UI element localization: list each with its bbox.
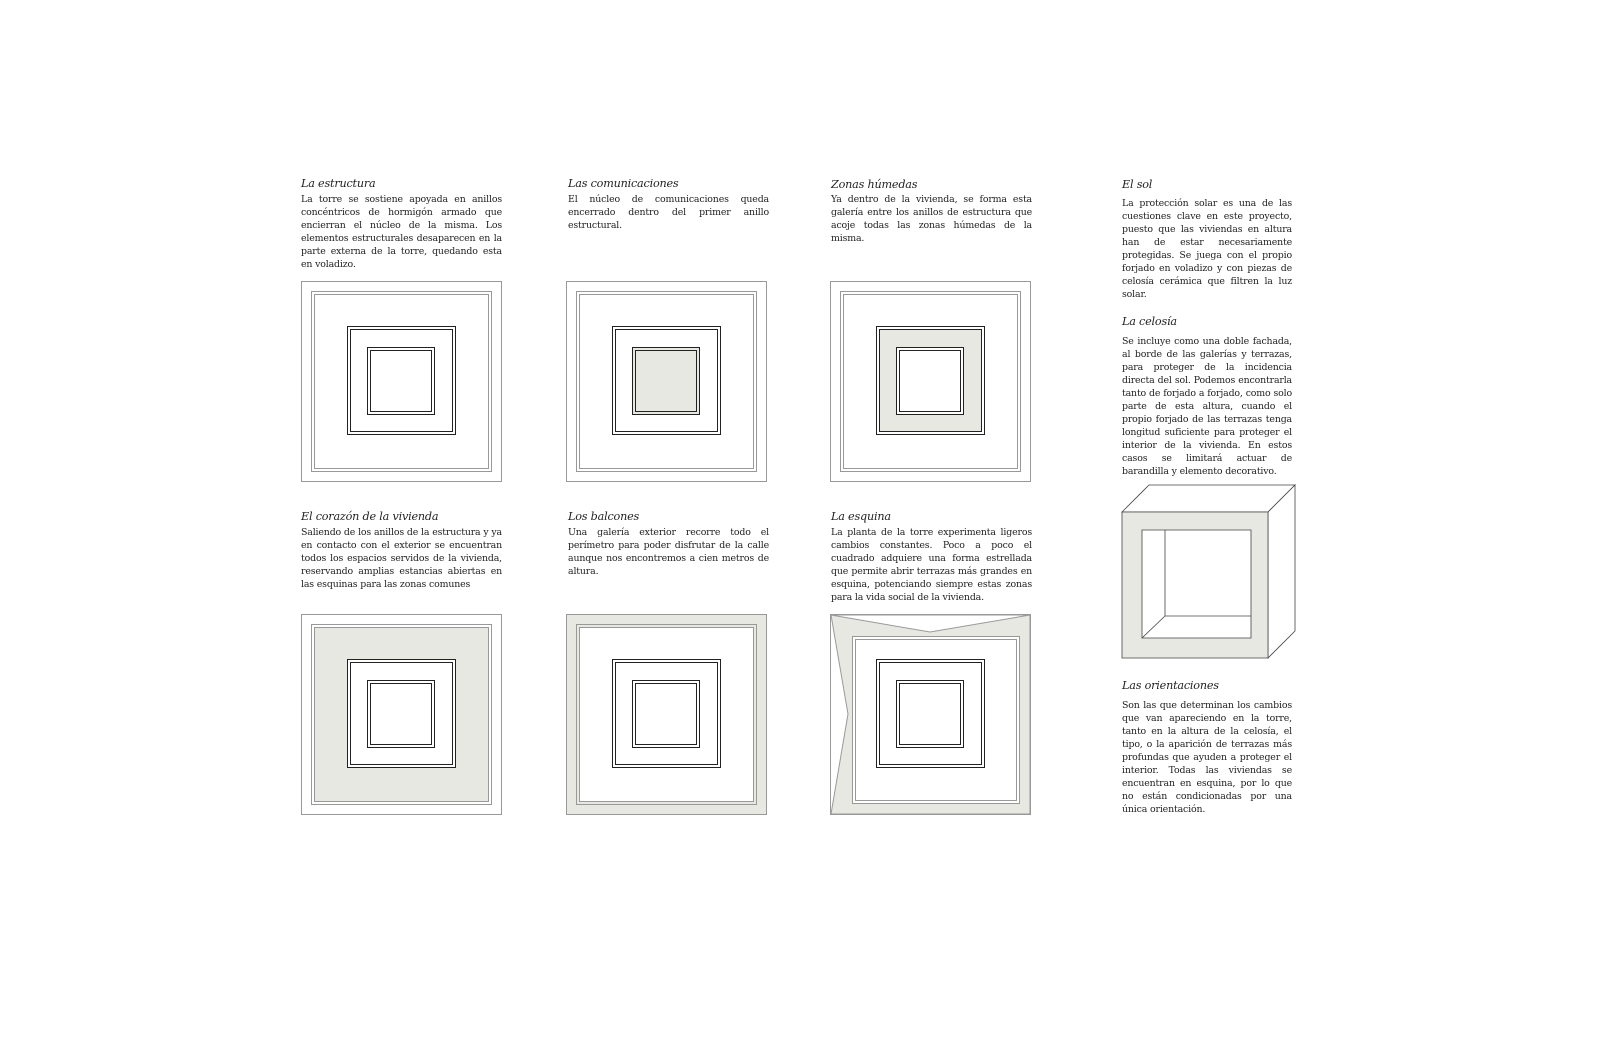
plan-outer-edge bbox=[302, 282, 502, 482]
section-text-zonas-humedas: Ya dentro de la vivienda, se forma esta galería entre los anillos de estructura que acoje todas las zonas húmedas de la misma. bbox=[831, 194, 1032, 244]
side-text-sol: La protección solar es una de las cuestiones clave en este proyecto, puesto que las viviendas en altura han de estar necesariamente protegidas. Se juega con el propio forjado en voladizo y con piezas de celosía cerámica que filtren la luz solar. bbox=[1122, 198, 1292, 300]
plan-balcones bbox=[566, 614, 767, 815]
section-title-esquina: La esquina bbox=[831, 510, 891, 523]
plan-zonas-humedas bbox=[830, 281, 1031, 482]
side-title-sol: El sol bbox=[1122, 178, 1153, 191]
celosia-box-diagram bbox=[1122, 485, 1297, 660]
section-text-estructura: La torre se sostiene apoyada en anillos concéntricos de hormigón armado que encierran el núcleo de la misma. Los elementos estructurales desaparecen en la parte externa de la torre, quedando esta en voladizo. bbox=[301, 194, 502, 270]
side-title-orientaciones: Las orientaciones bbox=[1122, 679, 1219, 692]
plan-comunicaciones bbox=[566, 281, 767, 482]
section-title-zonas-humedas: Zonas húmedas bbox=[831, 178, 918, 191]
section-text-corazon: Saliendo de los anillos de la estructura y ya en contacto con el exterior se encuentran todos los espacios servidos de la vivienda, reservando amplias estancias abiertas en las esquinas para las zonas comunes bbox=[301, 527, 502, 590]
side-text-orientaciones: Son las que determinan los cambios que van apareciendo en la torre, tanto en la altura de la celosía, el tipo, o la aparición de terrazas más profundas que ayuden a proteger el interior. Todas las viviendas se encuentran en esquina, por lo que no están condicionadas por una única orientación. bbox=[1122, 700, 1292, 815]
section-text-balcones: Una galería exterior recorre todo el perímetro para poder disfrutar de la calle aunque nos encontremos a cien metros de altura. bbox=[568, 527, 769, 577]
side-title-celosia: La celosía bbox=[1122, 315, 1177, 328]
box-right-face bbox=[1268, 485, 1295, 658]
plan-corazon bbox=[301, 614, 502, 815]
section-title-comunicaciones: Las comunicaciones bbox=[568, 177, 679, 190]
section-text-comunicaciones: El núcleo de comunicaciones queda encerrado dentro del primer anillo estructural. bbox=[568, 194, 769, 231]
section-title-corazon: El corazón de la vivienda bbox=[301, 510, 439, 523]
side-text-celosia: Se incluye como una doble fachada, al borde de las galerías y terrazas, para proteger de la incidencia directa del sol. Podemos encontrarla tanto de forjado a forjado, como solo parte de esta altura, cuando el propio forjado de las terrazas tenga longitud suficiente para proteger el interior de la vivienda. En estos casos se limitará actuar de barandilla y elemento decorativo. bbox=[1122, 336, 1292, 477]
plan-estructura bbox=[301, 281, 502, 482]
plan-structural-ring-inner bbox=[368, 348, 435, 415]
plan-balcony-edge bbox=[312, 292, 492, 472]
section-title-estructura: La estructura bbox=[301, 177, 376, 190]
plan-structural-ring-outer bbox=[348, 327, 456, 435]
box-top-face bbox=[1122, 485, 1295, 512]
plan-esquina bbox=[830, 614, 1031, 815]
section-text-esquina: La planta de la torre experimenta ligeros cambios constantes. Poco a poco el cuadrado adquiere una forma estrellada que permite abrir terrazas más grandes en esquina, potenciando siempre estas zonas para la vida social de la vivienda. bbox=[831, 527, 1032, 603]
section-title-balcones: Los balcones bbox=[568, 510, 640, 523]
